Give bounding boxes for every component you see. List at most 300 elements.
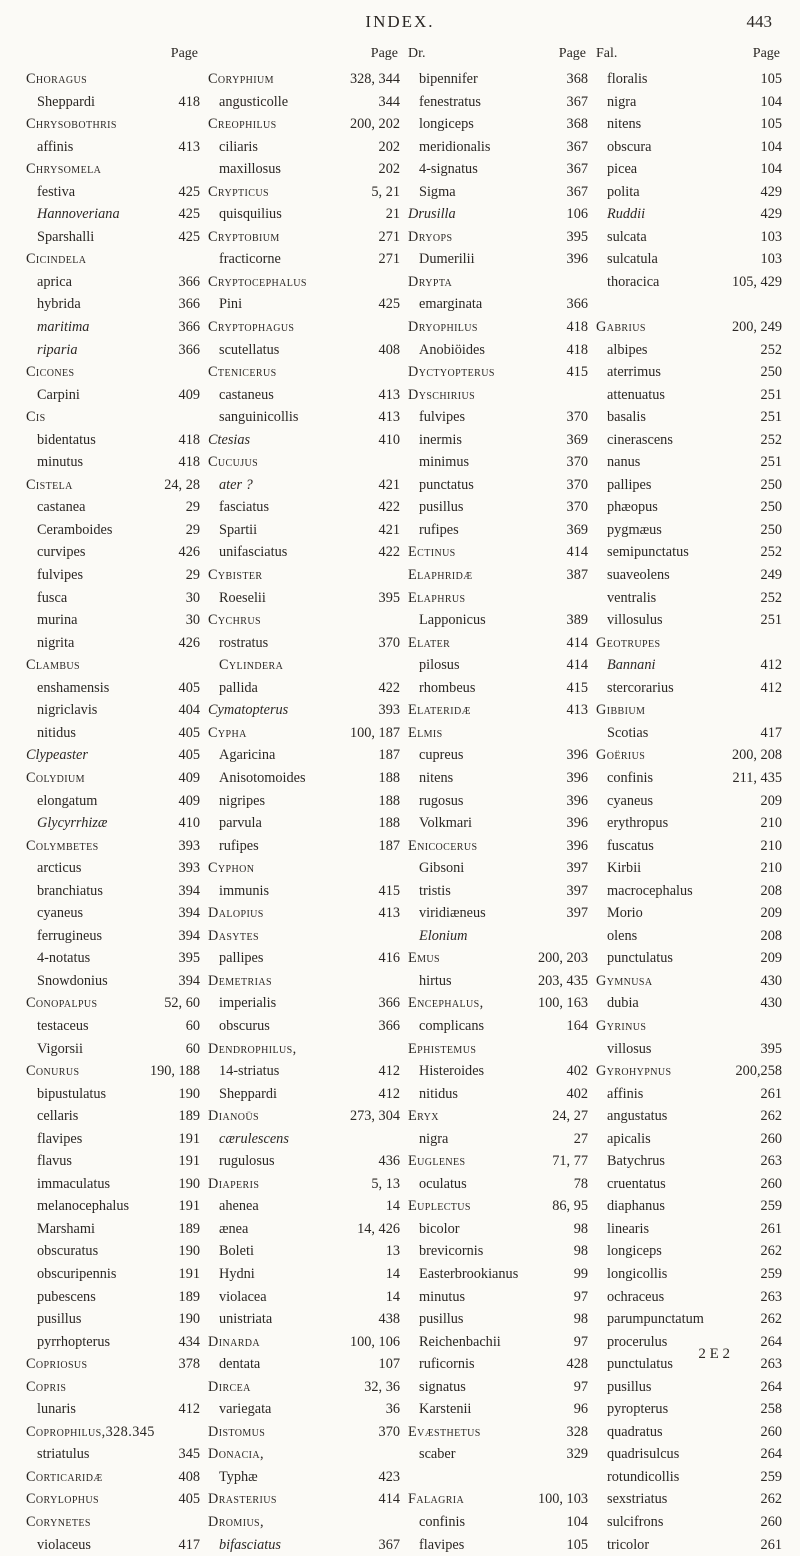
entry-term: nigripes (219, 792, 266, 809)
entry-page-ref: 202 (378, 161, 400, 178)
entry-term: Dromius, (208, 1514, 264, 1530)
index-subentry (596, 1038, 786, 1061)
entry-term: Distomus (208, 1423, 266, 1440)
index-subentry (26, 1015, 204, 1038)
index-subentry (26, 1173, 204, 1196)
index-subentry (208, 1083, 404, 1106)
entry-term: Agaricina (219, 747, 276, 764)
column-header-page: Page (370, 46, 398, 61)
entry-term: Batychrus (607, 1153, 665, 1170)
entry-page-ref: 263 (760, 1153, 782, 1170)
index-entry (208, 1105, 404, 1128)
entry-page-ref: 200,258 (735, 1063, 782, 1080)
entry-page-ref: 369 (566, 431, 588, 448)
entry-term: quadrisulcus (607, 1446, 680, 1463)
index-entry (208, 271, 404, 294)
index-subentry (408, 339, 592, 362)
entry-term: Kirbii (607, 860, 642, 877)
entry-term: ferrugineus (37, 927, 103, 944)
index-column-1 (26, 46, 204, 1556)
index-entry (408, 564, 592, 587)
index-subentry (596, 271, 786, 294)
entry-term: Dyctyopterus (408, 364, 495, 381)
entry-page-ref: 273, 304 (349, 1108, 400, 1125)
entry-page-ref: 260 (760, 1423, 782, 1440)
index-entry (408, 992, 592, 1015)
entry-page-ref: 366 (378, 995, 400, 1012)
entry-term: erythropus (607, 815, 669, 832)
entry-page-ref: 418 (178, 93, 200, 110)
entry-term: Geotrupes (596, 634, 661, 651)
entry-page-ref: 190 (178, 1311, 200, 1328)
entry-term: hybrida (37, 296, 81, 313)
entry-term: Ruddii (607, 206, 646, 223)
index-entry (408, 1421, 592, 1444)
entry-page-ref: 105 (760, 116, 782, 133)
entry-term: 14-striatus (219, 1063, 280, 1080)
entry-page-ref: 430 (760, 972, 782, 989)
index-entry (26, 1421, 204, 1444)
entry-page-ref: 97 (573, 1378, 588, 1395)
entry-page-ref: 249 (760, 567, 782, 584)
index-subentry (596, 947, 786, 970)
index-subentry (408, 1534, 592, 1556)
entry-term: bipustulatus (37, 1085, 107, 1102)
entry-term: Sparshalli (37, 228, 95, 245)
entry-page-ref: 409 (178, 386, 200, 403)
entry-term: Sheppardi (219, 1085, 277, 1102)
index-subentry (26, 384, 204, 407)
entry-term: Elaphrus (408, 589, 466, 606)
entry-page-ref: 397 (566, 882, 588, 899)
entry-term: Cryptobium (208, 228, 280, 245)
entry-page-ref: 387 (566, 567, 588, 584)
index-subentry (208, 1150, 404, 1173)
entry-page-ref: 260 (760, 1175, 782, 1192)
entry-page-ref: 104 (566, 1514, 588, 1530)
entry-page-ref: 78 (573, 1175, 588, 1192)
entry-page-ref: 105, 429 (731, 273, 782, 290)
page-number: 443 (746, 12, 772, 31)
entry-term: Copris (26, 1378, 67, 1395)
entry-page-ref: 405 (178, 1491, 200, 1508)
index-subentry (208, 812, 404, 835)
entry-page-ref: 394 (178, 905, 200, 922)
entry-term: Drypta (408, 273, 453, 290)
signature-mark: 2 E 2 (698, 1346, 730, 1362)
entry-page-ref: 36 (385, 1401, 400, 1418)
entry-page-ref: 200, 203 (537, 950, 588, 967)
entry-page-ref: 414 (566, 544, 588, 561)
index-subentry (596, 790, 786, 813)
index-entry (208, 1511, 404, 1534)
entry-term: Euglenes (408, 1153, 466, 1170)
entry-page-ref: 429 (760, 206, 782, 223)
entry-term: Dryops (408, 228, 453, 245)
entry-term: arcticus (37, 860, 82, 877)
index-subentry (408, 181, 592, 204)
entry-term: Diaperis (208, 1175, 260, 1192)
entry-term: immunis (219, 882, 270, 899)
index-entry (208, 316, 404, 339)
entry-term: rotundicollis (607, 1468, 680, 1485)
entry-page-ref: 188 (378, 769, 400, 786)
entry-page-ref: 369 (566, 521, 588, 538)
index-subentry (208, 519, 404, 542)
index-subentry (408, 609, 592, 632)
index-subentry (208, 1060, 404, 1083)
entry-term: Sheppardi (37, 93, 95, 110)
index-subentry (596, 1466, 786, 1489)
entry-term: Cychrus (208, 612, 261, 629)
entry-term: riparia (37, 341, 78, 358)
column-header (26, 46, 204, 68)
entry-term: nigrita (37, 634, 75, 651)
entry-page-ref: 368 (566, 71, 588, 87)
entry-term: rugosus (419, 792, 464, 809)
entry-page-ref: 393 (378, 702, 400, 719)
entry-term: Drusilla (408, 206, 456, 223)
entry-term: Dircea (208, 1378, 251, 1395)
entry-page-ref: 414 (566, 657, 588, 674)
entry-term: Anobiöides (419, 341, 485, 358)
index-subentry (596, 1421, 786, 1444)
entry-page-ref: 188 (378, 815, 400, 832)
entry-page-ref: 24, 28 (164, 476, 200, 493)
entry-page-ref: 366 (178, 319, 200, 336)
index-subentry (26, 1218, 204, 1241)
entry-term: Vigorsii (37, 1040, 84, 1057)
index-subentry (208, 541, 404, 564)
column-header-page: Page (558, 46, 586, 61)
entry-term: Ephistemus (408, 1040, 477, 1057)
index-subentry (26, 609, 204, 632)
entry-page-ref: 425 (378, 296, 400, 313)
entry-term: aprica (37, 273, 72, 290)
entry-term: Cypha (208, 724, 247, 741)
running-title: INDEX. (365, 12, 435, 31)
entry-page-ref: 191 (178, 1130, 200, 1147)
entry-term: fulvipes (419, 409, 466, 426)
entry-page-ref: 164 (566, 1017, 588, 1034)
entry-page-ref: 367 (566, 183, 588, 200)
index-subentry (208, 1015, 404, 1038)
entry-page-ref: 423 (378, 1468, 400, 1485)
entry-page-ref: 188 (378, 792, 400, 809)
index-subentry (596, 1511, 786, 1534)
entry-term: Roeselii (219, 589, 266, 606)
entry-page-ref: 271 (378, 228, 400, 245)
entry-page-ref: 103 (760, 228, 782, 245)
entry-term: obscurus (219, 1017, 270, 1034)
entry-page-ref: 367 (566, 138, 588, 155)
entry-term: bidentatus (37, 431, 96, 448)
entry-term: pilosus (419, 657, 460, 674)
index-subentry (208, 880, 404, 903)
entry-page-ref: 209 (760, 792, 782, 809)
entry-page-ref: 189 (178, 1288, 200, 1305)
entry-term: Dalopius (208, 905, 264, 922)
entry-term: quadratus (607, 1423, 663, 1440)
entry-page-ref: 106 (566, 206, 588, 223)
entry-term: nigra (419, 1130, 449, 1147)
index-subentry (596, 677, 786, 700)
entry-page-ref: 190 (178, 1175, 200, 1192)
entry-page-ref: 402 (566, 1063, 588, 1080)
entry-term: lunaris (37, 1401, 76, 1418)
index-subentry (596, 519, 786, 542)
entry-term: cinerascens (607, 431, 673, 448)
entry-page-ref: 97 (573, 1288, 588, 1305)
entry-page-ref: 104 (760, 93, 782, 110)
entry-term: violacea (219, 1288, 267, 1305)
index-subentry (208, 587, 404, 610)
entry-term: Snowdonius (37, 972, 108, 989)
entry-term: Bannani (607, 657, 656, 674)
entry-page-ref: 434 (178, 1333, 200, 1350)
entry-term: Cis (26, 409, 46, 426)
index-subentry (596, 1286, 786, 1309)
entry-term: unifasciatus (219, 544, 288, 561)
entry-term: Coprophilus,328.345 (26, 1423, 155, 1440)
entry-page-ref: 209 (760, 905, 782, 922)
index-subentry (26, 1331, 204, 1354)
entry-page-ref: 210 (760, 860, 782, 877)
index-entry (208, 429, 404, 452)
index-entry (208, 609, 404, 632)
index-subentry (408, 406, 592, 429)
index-entry (408, 835, 592, 858)
entry-term: Histeroides (419, 1063, 485, 1080)
entry-term: rhombeus (419, 679, 476, 696)
entry-term: nitens (419, 769, 454, 786)
index-entry (208, 722, 404, 745)
entry-page-ref: 397 (566, 860, 588, 877)
entry-page-ref: 261 (760, 1220, 782, 1237)
index-entry (408, 226, 592, 249)
index-subentry (26, 226, 204, 249)
index-entry (26, 406, 204, 429)
index-subentry (408, 1263, 592, 1286)
entry-page-ref: 344 (378, 93, 400, 110)
entry-term: Gyrohypnus (596, 1063, 672, 1080)
entry-term: striatulus (37, 1446, 90, 1463)
index-entry (208, 1443, 404, 1466)
entry-term: Conurus (26, 1063, 80, 1080)
entry-page-ref: 418 (178, 431, 200, 448)
index-subentry (596, 609, 786, 632)
index-column-3 (408, 46, 592, 1556)
entry-page-ref: 394 (178, 927, 200, 944)
index-entry (408, 722, 592, 745)
index-entry (208, 902, 404, 925)
index-subentry (26, 293, 204, 316)
entry-page-ref: 370 (566, 409, 588, 426)
entry-page-ref: 60 (185, 1017, 200, 1034)
entry-term: dubia (607, 995, 639, 1012)
entry-page-ref: 100, 106 (349, 1333, 400, 1350)
index-subentry (26, 1128, 204, 1151)
index-subentry (596, 587, 786, 610)
entry-term: Cryptophagus (208, 319, 295, 336)
entry-list (596, 68, 786, 1556)
entry-page-ref: 262 (760, 1311, 782, 1328)
index-entry (596, 699, 786, 722)
index-entry (408, 947, 592, 970)
index-entry (26, 1488, 204, 1511)
entry-term: cærulescens (219, 1130, 289, 1147)
entry-term: scaber (419, 1446, 456, 1463)
entry-term: fracticorne (219, 251, 281, 268)
entry-page-ref: 396 (566, 747, 588, 764)
entry-term: angustatus (607, 1108, 668, 1125)
entry-page-ref: 29 (185, 521, 200, 538)
index-subentry (596, 1195, 786, 1218)
entry-page-ref: 262 (760, 1491, 782, 1508)
entry-page-ref: 251 (760, 612, 782, 629)
index-entry (208, 1488, 404, 1511)
entry-term: Dumerilii (419, 251, 475, 268)
index-column-2 (208, 46, 404, 1556)
index-entry (208, 181, 404, 204)
entry-page-ref: 425 (178, 183, 200, 200)
entry-page-ref: 96 (573, 1401, 588, 1418)
entry-page-ref: 408 (378, 341, 400, 358)
entry-term: Copriosus (26, 1356, 88, 1373)
entry-page-ref: 366 (178, 273, 200, 290)
index-subentry (208, 1308, 404, 1331)
index-subentry (596, 248, 786, 271)
entry-term: flavipes (37, 1130, 83, 1147)
index-subentry (596, 541, 786, 564)
entry-page-ref: 210 (760, 837, 782, 854)
entry-term: scutellatus (219, 341, 280, 358)
entry-term: obscuripennis (37, 1265, 117, 1282)
index-subentry (596, 857, 786, 880)
entry-list (408, 68, 592, 1556)
entry-page-ref: 418 (178, 454, 200, 471)
index-entry (208, 925, 404, 948)
entry-page-ref: 200, 249 (731, 319, 782, 336)
index-entry (26, 248, 204, 271)
index-entry (26, 68, 204, 91)
column-header-label: Dr. (408, 46, 426, 61)
entry-term: viridiæneus (419, 905, 486, 922)
entry-page-ref: 5, 21 (371, 183, 400, 200)
index-subentry (596, 1331, 786, 1354)
index-subentry (408, 880, 592, 903)
index-subentry (26, 790, 204, 813)
entry-page-ref: 413 (378, 409, 400, 426)
entry-term: Gibsoni (419, 860, 465, 877)
index-subentry (26, 1534, 204, 1556)
entry-term: pallida (219, 679, 258, 696)
entry-page-ref: 261 (760, 1536, 782, 1553)
index-entry (408, 541, 592, 564)
entry-page-ref: 259 (760, 1468, 782, 1485)
entry-page-ref: 263 (760, 1288, 782, 1305)
entry-page-ref: 410 (378, 431, 400, 448)
index-subentry (26, 1398, 204, 1421)
index-entry (208, 451, 404, 474)
index-subentry (26, 632, 204, 655)
entry-term: Demetrias (208, 972, 272, 989)
entry-term: castaneus (219, 386, 274, 403)
entry-page-ref: 368 (566, 116, 588, 133)
index-subentry (26, 1308, 204, 1331)
entry-term: testaceus (37, 1017, 89, 1034)
entry-page-ref: 263 (760, 1356, 782, 1373)
index-subentry (596, 91, 786, 114)
entry-page-ref: 262 (760, 1243, 782, 1260)
entry-term: minutus (37, 454, 84, 471)
entry-term: Typhæ (219, 1468, 258, 1485)
index-entry (26, 744, 204, 767)
index-entry (208, 1038, 404, 1061)
entry-page-ref: 415 (566, 679, 588, 696)
entry-term: semipunctatus (607, 544, 689, 561)
entry-term: cellaris (37, 1108, 79, 1125)
entry-page-ref: 71, 77 (552, 1153, 588, 1170)
column-header (596, 46, 786, 68)
entry-term: violaceus (37, 1536, 91, 1553)
entry-page-ref: 261 (760, 1085, 782, 1102)
index-entry (596, 632, 786, 655)
entry-term: sulcata (607, 228, 647, 245)
entry-term: rostratus (219, 634, 269, 651)
index-subentry (408, 1398, 592, 1421)
entry-page-ref: 264 (760, 1333, 782, 1350)
index-subentry (26, 1083, 204, 1106)
entry-page-ref: 404 (178, 702, 200, 719)
entry-term: Chrysomela (26, 161, 102, 178)
entry-term: bifasciatus (219, 1536, 281, 1553)
index-subentry (596, 1443, 786, 1466)
index-subentry (596, 496, 786, 519)
index-subentry (208, 947, 404, 970)
index-subentry (596, 384, 786, 407)
entry-term: Cistela (26, 476, 73, 493)
index-entry (208, 68, 404, 91)
entry-term: punctulatus (607, 950, 673, 967)
entry-page-ref: 370 (378, 634, 400, 651)
entry-term: cruentatus (607, 1175, 666, 1192)
index-entry (26, 992, 204, 1015)
entry-page-ref: 271 (378, 251, 400, 268)
index-entry (408, 384, 592, 407)
entry-term: Cicindela (26, 251, 87, 268)
index-subentry (26, 181, 204, 204)
index-entry (208, 1421, 404, 1444)
index-subentry (408, 1353, 592, 1376)
entry-term: castanea (37, 499, 86, 516)
entry-page-ref: 370 (566, 454, 588, 471)
entry-page-ref: 208 (760, 927, 782, 944)
entry-page-ref: 395 (178, 950, 200, 967)
entry-page-ref: 417 (760, 724, 782, 741)
index-entry (596, 1015, 786, 1038)
entry-term: rufipes (219, 837, 259, 854)
entry-page-ref: 415 (566, 364, 588, 381)
index-subentry (208, 1240, 404, 1263)
entry-term: sulcatula (607, 251, 658, 268)
index-entry (408, 271, 592, 294)
entry-term: pallipes (219, 950, 264, 967)
index-entry (208, 1376, 404, 1399)
entry-term: murina (37, 612, 78, 629)
entry-term: Drasterius (208, 1491, 277, 1508)
index-entry (408, 699, 592, 722)
